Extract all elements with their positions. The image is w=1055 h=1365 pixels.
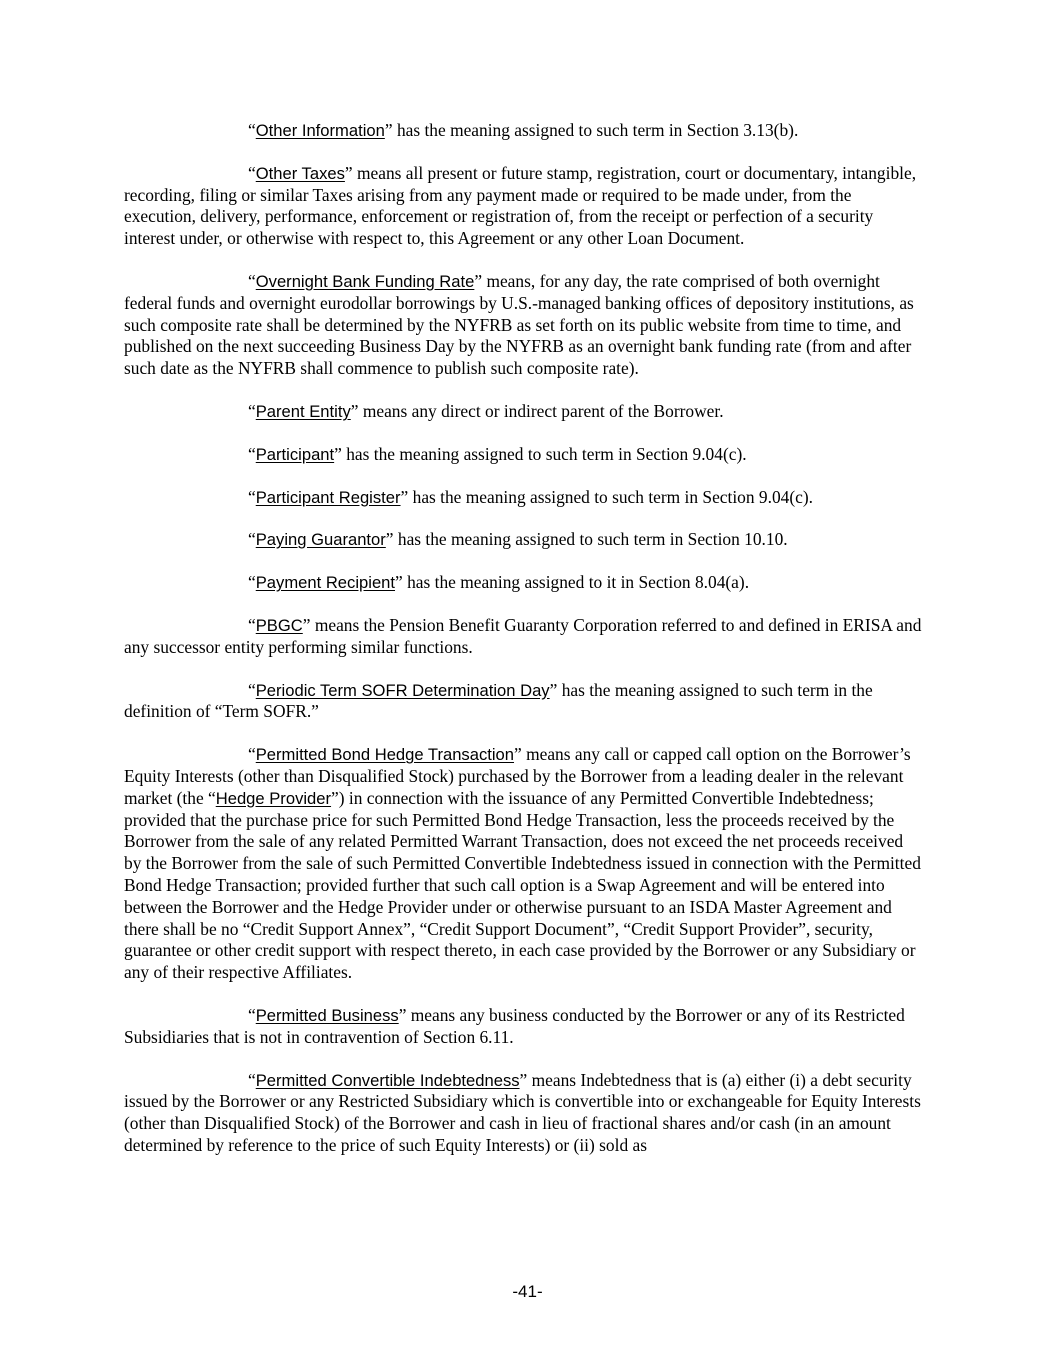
defined-term: Parent Entity: [255, 401, 351, 421]
open-quote: “: [248, 679, 256, 700]
defined-term: Other Information: [255, 121, 385, 140]
definition-parent-entity: [124, 401, 924, 423]
definition-text: means Indebtedness that is (a) either (i) a debt security issued by the Borrower or any Restricted Subsidiary which is convertible into or exchangeable for Equity Interests (other than Disqualified Stock) of the Borrower and cash in lieu of fractional shares and/or cash (in an amount determined by reference to the price of such Equity Interests) or (ii) sold as: [124, 1069, 921, 1155]
defined-term: Other Taxes: [255, 163, 345, 183]
close-quote: ”: [400, 486, 409, 507]
definition-paying-guarantor: [124, 529, 924, 551]
page-number: -41-: [512, 1282, 543, 1301]
defined-term: Overnight Bank Funding Rate: [255, 271, 475, 291]
definition-text: means any business conducted by the Borrower or any of its Restricted Subsidiaries that is not in contravention of Section 6.11.: [124, 1004, 905, 1047]
defined-term: Paying Guarantor: [255, 530, 386, 550]
document-page: [124, 120, 924, 1178]
close-quote: ”: [334, 443, 342, 464]
definition-text-continued: ”) in connection with the issuance of any Permitted Convertible Indebtedness; provided that the purchase price for such Permitted Bond Hedge Transaction, less the proceeds received by the Borrower from the sale of any related Permitted Warrant Transaction, does not exceed the net proceeds received by the Borrower from the sale of such Permitted Convertible Indebtedness issued in connection with the Permitted Bond Hedge Transaction; provided further that such call option is a Swap Agreement and will be entered into between the Borrower and the Hedge Provider under or otherwise pursuant to an ISDA Master Agreement and there shall be no “Credit Support Annex”, “Credit Support Document”, “Credit Support Provider”, security, guarantee or other credit support with respect thereto, in each case provided by the Borrower or any Subsidiary or any of their respective Affiliates.: [124, 787, 921, 983]
close-quote: ”: [385, 529, 394, 550]
close-quote: ”: [302, 614, 311, 635]
open-quote: “: [248, 120, 256, 140]
definition-text: means, for any day, the rate comprised of both overnight federal funds and overnight eurodollar borrowings by U.S.-managed banking offices of depository institutions, as such composite rate shall be determined by the NYFRB as set forth on its public website from time to time, and published on the next succeeding Business Day by the NYFRB as an overnight bank funding rate (from and after such date as the NYFRB shall commence to publish such composite rate).: [124, 270, 914, 379]
definition-permitted-bond-hedge-transaction: [124, 744, 924, 984]
open-quote: “: [248, 572, 256, 593]
definition-payment-recipient: [124, 572, 924, 594]
defined-term: Permitted Bond Hedge Transaction: [255, 745, 515, 765]
definition-permitted-convertible-indebtedness: [124, 1070, 924, 1157]
definition-permitted-business: [124, 1005, 924, 1049]
definition-text: has the meaning assigned to such term in Section 10.10.: [393, 529, 788, 550]
open-quote: “: [248, 400, 256, 421]
definition-periodic-term-sofr-determination-day: [124, 680, 924, 724]
definition-text: has the meaning assigned to such term in the definition of “Term SOFR.”: [124, 679, 873, 722]
open-quote: “: [248, 1004, 256, 1025]
close-quote: ”: [474, 270, 483, 291]
definition-text: has the meaning assigned to such term in Section 3.13(b).: [392, 120, 799, 140]
open-quote: “: [248, 529, 256, 550]
defined-term: Permitted Convertible Indebtedness: [255, 1070, 520, 1090]
open-quote: “: [248, 162, 256, 183]
defined-term: Permitted Business: [255, 1005, 399, 1025]
definition-other-taxes: [124, 163, 924, 250]
inline-defined-term: Hedge Provider: [215, 788, 332, 808]
open-quote: “: [248, 443, 256, 464]
open-quote: “: [248, 486, 256, 507]
open-quote: “: [248, 744, 256, 765]
defined-term: Payment Recipient: [255, 573, 396, 593]
definition-text: means any direct or indirect parent of the Borrower.: [358, 400, 724, 421]
close-quote: ”: [344, 162, 353, 183]
defined-term: Periodic Term SOFR Determination Day: [255, 680, 550, 700]
definition-overnight-bank-funding-rate: [124, 271, 924, 380]
definition-text: means the Pension Benefit Guaranty Corporation referred to and defined in ERISA and any successor entity performing similar functions.: [124, 614, 922, 657]
defined-term: Participant: [255, 444, 335, 464]
definition-text: has the meaning assigned to such term in Section 9.04(c).: [341, 443, 747, 464]
definition-pbgc: [124, 615, 924, 659]
close-quote: ”: [549, 679, 558, 700]
defined-term: PBGC: [255, 615, 303, 635]
definition-text: means any call or capped call option on the Borrower’s Equity Interests (other than Disqualified Stock) purchased by the Borrower from a leading dealer in the relevant market (the “: [124, 744, 911, 808]
definition-participant-register: [124, 487, 924, 509]
close-quote: ”: [350, 400, 359, 421]
defined-term: Participant Register: [255, 487, 401, 507]
definition-other-information: [124, 120, 924, 142]
open-quote: “: [248, 614, 256, 635]
close-quote: ”: [395, 572, 403, 593]
open-quote: “: [248, 1069, 256, 1090]
definition-text: has the meaning assigned to such term in Section 9.04(c).: [408, 486, 814, 507]
open-quote: “: [248, 270, 256, 291]
close-quote: ”: [514, 744, 522, 765]
definition-text: has the meaning assigned to it in Section 8.04(a).: [402, 572, 750, 593]
close-quote: ”: [519, 1069, 528, 1090]
definition-text: means all present or future stamp, registration, court or documentary, intangible, recording, filing or similar Taxes arising from any payment made or required to be made under, from the execution, delivery, performance, enforcement or registration of, from the receipt or perfection of a security interest under, or otherwise with respect to, this Agreement or any other Loan Document.: [124, 162, 917, 249]
definition-participant: [124, 444, 924, 466]
close-quote: ”: [398, 1004, 407, 1025]
close-quote: ”: [384, 120, 393, 140]
